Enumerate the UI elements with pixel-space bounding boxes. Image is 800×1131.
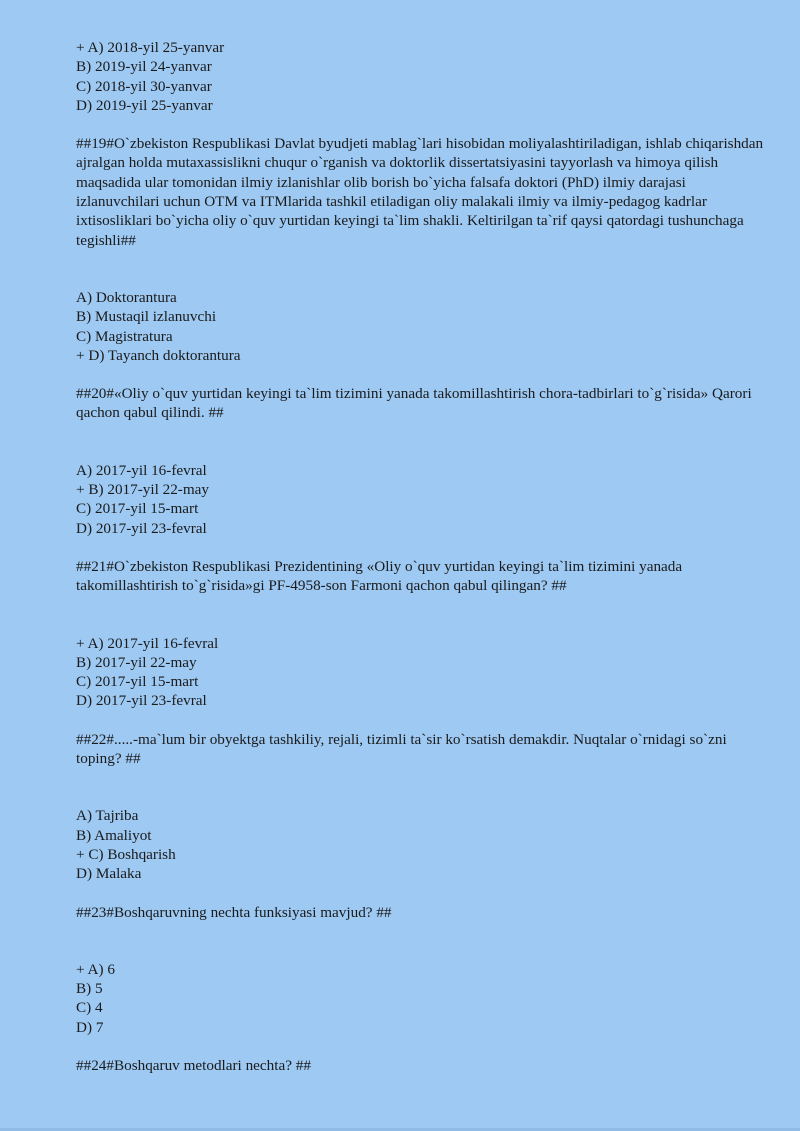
answer-option: C) 2017-yil 15-mart: [76, 500, 199, 518]
answer-option: C) 2018-yil 30-yanvar: [76, 77, 212, 95]
previous-question-options: [76, 38, 766, 115]
answer-option: + C) Boshqarish: [76, 845, 176, 863]
answer-option: D) 2017-yil 23-fevral: [76, 519, 207, 537]
answer-option: D) 2019-yil 25-yanvar: [76, 96, 213, 114]
answer-option: + A) 2017-yil 16-fevral: [76, 634, 219, 652]
answer-options: [76, 960, 766, 1037]
answer-option: + D) Tayanch doktorantura: [76, 346, 241, 364]
answer-option: B) Amaliyot: [76, 826, 152, 844]
answer-option: A) Tajriba: [76, 807, 139, 825]
answer-option: C) 2017-yil 15-mart: [76, 673, 199, 691]
answer-option: D) 2017-yil 23-fevral: [76, 692, 207, 710]
answer-options: [76, 806, 766, 883]
answer-option: C) 4: [76, 999, 103, 1017]
question-text: ##21#O`zbekiston Respublikasi Prezidentining «Oliy o`quv yurtidan keyingi ta`lim tizimini yanada takomillashtirish to`g`risida»gi PF-4958-son Farmoni qachon qabul qilingan? ##: [76, 557, 683, 595]
question-text: ##23#Boshqaruvning nechta funksiyasi mavjud? ##: [76, 903, 392, 921]
question-23: [76, 903, 766, 1037]
answer-option: B) 2019-yil 24-yanvar: [76, 58, 212, 76]
answer-option: A) Doktorantura: [76, 288, 177, 306]
document-page: [76, 38, 766, 1075]
question-20: [76, 384, 766, 538]
question-22: [76, 730, 766, 884]
question-24: [76, 1056, 766, 1075]
answer-options: [76, 634, 766, 711]
answer-option: + A) 6: [76, 960, 115, 978]
answer-option: D) 7: [76, 1018, 104, 1036]
question-text: ##24#Boshqaruv metodlari nechta? ##: [76, 1056, 311, 1074]
answer-options: [76, 461, 766, 538]
answer-option: B) Mustaqil izlanuvchi: [76, 308, 217, 326]
question-text: ##22#.....-ma`lum bir obyektga tashkiliy, rejali, tizimli ta`sir ko`rsatish demakdir. Nuqtalar o`rnidagi so`zni toping? ##: [76, 730, 727, 768]
question-19: [76, 134, 766, 365]
answer-option: C) Magistratura: [76, 327, 173, 345]
answer-options: [76, 288, 766, 365]
answer-option: B) 5: [76, 980, 103, 998]
question-text: ##20#«Oliy o`quv yurtidan keyingi ta`lim tizimini yanada takomillashtirish chora-tadbirlari to`g`risida» Qarori qachon qabul qilindi. ##: [76, 385, 752, 422]
answer-option: B) 2017-yil 22-may: [76, 653, 197, 671]
question-21: [76, 557, 766, 711]
answer-option: A) 2017-yil 16-fevral: [76, 461, 207, 479]
answer-option: D) Malaka: [76, 865, 142, 883]
answer-option: + A) 2018-yil 25-yanvar: [76, 39, 225, 56]
question-text: ##19#O`zbekiston Respublikasi Davlat byudjeti mablag`lari hisobidan moliyalashtiriladigan, ishlab chiqarishdan ajralgan holda mutaxassislikni chuqur o`rganish va doktorlik dissertatsiyasini tayyorlash va himoya qilish maqsadida ular tomonidan ilmiy izlanishlar olib borish bo`yicha falsafa doktori (PhD) ilmiy darajasi izlanuvchilari uchun OTM va ITMlarida tashkil etiladigan oliy malakali ilmiy va ilmiy-pedagog kadrlar ixtisosliklari bo`yicha oliy o`quv yurtidan keyingi ta`lim shakli. Keltirilgan ta`rif qaysi qatordagi tushunchaga tegishli##: [76, 135, 764, 249]
answer-option: + B) 2017-yil 22-may: [76, 481, 210, 499]
